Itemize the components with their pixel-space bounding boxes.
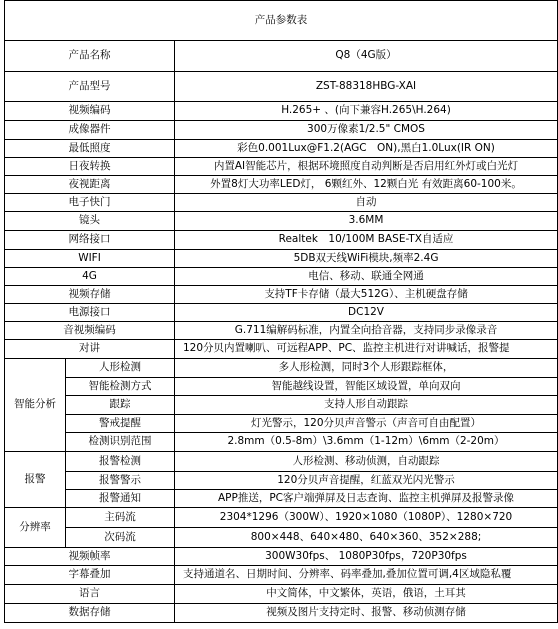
group-label-resolution: 分辨率: [5, 508, 66, 548]
sub-value-alarm-notify: APP推送，PC客户端弹屏及日志查询、监控主机弹屏及报警录像: [175, 490, 558, 508]
row-value-frame-rate: 300W30fps、 1080P30fps，720P30fps: [175, 548, 558, 566]
table-row: [5, 378, 558, 396]
group-label-alarm: 报警: [5, 452, 66, 508]
row-value-wifi: 5DB双天线WiFi模块,频率2.4G: [175, 250, 558, 268]
row-value-product-name: Q8（4G版）: [175, 41, 558, 72]
row-label-product-name: 产品名称: [5, 41, 175, 72]
row-label-power: 电源接口: [5, 304, 175, 322]
table-row: [5, 322, 558, 340]
row-label-av-codec: 音视频编码: [5, 322, 175, 340]
row-label-day-night: 日夜转换: [5, 158, 175, 176]
row-value-lens: 3.6MM: [175, 212, 558, 231]
table-row: [5, 140, 558, 158]
table-row: [5, 250, 558, 268]
row-label-min-illumination: 最低照度: [5, 140, 175, 158]
sub-value-tracking: 支持人形自动跟踪: [175, 396, 558, 415]
row-label-osd: 字幕叠加: [5, 566, 175, 585]
table-row: [5, 508, 558, 528]
row-label-lens: 镜头: [5, 212, 175, 231]
table-row: [5, 121, 558, 140]
table-row: [5, 176, 558, 194]
row-label-shutter: 电子快门: [5, 194, 175, 212]
table-row: [5, 415, 558, 433]
sub-value-detect-range: 2.8mm（0.5-8m）\3.6mm（1-12m）\6mm（2-20m）: [175, 433, 558, 452]
row-value-min-illumination: 彩色0.001Lux@F1.2(AGC ON),黑白1.0Lux(IR ON): [175, 140, 558, 158]
row-value-power: DC12V: [175, 304, 558, 322]
group-label-smart-analysis: 智能分析: [5, 359, 66, 452]
table-row: [5, 585, 558, 604]
table-row: [5, 72, 558, 102]
sub-label-alert: 警戒提醒: [66, 415, 175, 433]
row-value-intercom: 120分贝内置喇叭、可远程APP、PC、监控主机进行对讲喊话，报警提: [175, 340, 558, 359]
row-label-video-storage: 视频存储: [5, 286, 175, 304]
row-label-intercom: 对讲: [5, 340, 175, 359]
row-value-network: Realtek 10/100M BASE-TX自适应: [175, 231, 558, 250]
row-label-wifi: WIFI: [5, 250, 175, 268]
sub-label-main-stream: 主码流: [66, 508, 175, 528]
sub-label-human-detect: 人形检测: [66, 359, 175, 378]
row-label-video-codec: 视频编码: [5, 102, 175, 121]
table-row: [5, 433, 558, 452]
row-value-model: ZST-88318HBG-XAI: [175, 72, 558, 102]
row-value-4g: 电信、移动、联通全网通: [175, 268, 558, 286]
sub-label-alarm-detect: 报警检测: [66, 452, 175, 472]
table-title-row: [5, 1, 558, 41]
row-value-sensor: 300万像素1/2.5" CMOS: [175, 121, 558, 140]
table-row: [5, 604, 558, 623]
row-label-4g: 4G: [5, 268, 175, 286]
table-row: [5, 528, 558, 548]
row-value-day-night: 内置AI智能芯片，根据环境照度自动判断是否启用红外灯或白光灯: [175, 158, 558, 176]
spec-table: [4, 0, 558, 623]
table-row: [5, 396, 558, 415]
row-label-frame-rate: 视频帧率: [5, 548, 175, 566]
sub-value-alarm-detect: 人形检测、移动侦测，自动跟踪: [175, 452, 558, 472]
table-row: [5, 231, 558, 250]
row-label-network: 网络接口: [5, 231, 175, 250]
row-label-language: 语言: [5, 585, 175, 604]
table-row: [5, 212, 558, 231]
sub-label-detect-range: 检测识别范围: [66, 433, 175, 452]
table-row: [5, 548, 558, 566]
sub-label-alarm-warn: 报警警示: [66, 472, 175, 490]
row-value-video-codec: H.265+ 、(向下兼容H.265\H.264): [175, 102, 558, 121]
sub-label-detect-mode: 智能检测方式: [66, 378, 175, 396]
table-row: [5, 102, 558, 121]
sub-value-alert: 灯光警示，120分贝声音警示（声音可自由配置）: [175, 415, 558, 433]
table-row: [5, 472, 558, 490]
sub-label-alarm-notify: 报警通知: [66, 490, 175, 508]
table-row: [5, 490, 558, 508]
row-value-video-storage: 支持TF卡存储（最大512G）、主机硬盘存储: [175, 286, 558, 304]
table-row: [5, 268, 558, 286]
sub-value-main-stream: 2304*1296（300W）、1920×1080（1080P）、1280×720: [175, 508, 558, 528]
table-row: [5, 340, 558, 359]
table-row: [5, 304, 558, 322]
table-row: [5, 286, 558, 304]
table-row: [5, 41, 558, 72]
sub-label-sub-stream: 次码流: [66, 528, 175, 548]
row-value-data-storage: 视频及图片支持定时、报警、移动侦测存储: [175, 604, 558, 623]
row-value-language: 中文简体，中文繁体，英语，俄语，土耳其: [175, 585, 558, 604]
sub-value-detect-mode: 智能越线设置，智能区域设置，单向双向: [175, 378, 558, 396]
row-value-osd: 支持通道名、日期时间、分辨率、码率叠加,叠加位置可调,4区域隐私覆: [175, 566, 558, 585]
row-value-night-vision: 外置8灯大功率LED灯， 6颗红外、12颗白光 有效距离60-100米。: [175, 176, 558, 194]
sub-value-sub-stream: 800×448、640×480、640×360、352×288;: [175, 528, 558, 548]
table-row: [5, 194, 558, 212]
table-row: [5, 359, 558, 378]
table-row: [5, 158, 558, 176]
table-row: [5, 452, 558, 472]
row-label-night-vision: 夜视距离: [5, 176, 175, 194]
row-label-model: 产品型号: [5, 72, 175, 102]
row-value-shutter: 自动: [175, 194, 558, 212]
table-row: [5, 566, 558, 585]
sub-value-human-detect: 多人形检测，同时3个人形跟踪框体，: [175, 359, 558, 378]
table-title: 产品参数表: [5, 1, 558, 41]
row-value-av-codec: G.711编解码标准，内置全向拾音器，支持同步录像录音: [175, 322, 558, 340]
row-label-data-storage: 数据存储: [5, 604, 175, 623]
row-label-sensor: 成像器件: [5, 121, 175, 140]
sub-value-alarm-warn: 120分贝声音提醒，红蓝双光闪光警示: [175, 472, 558, 490]
sub-label-tracking: 跟踪: [66, 396, 175, 415]
